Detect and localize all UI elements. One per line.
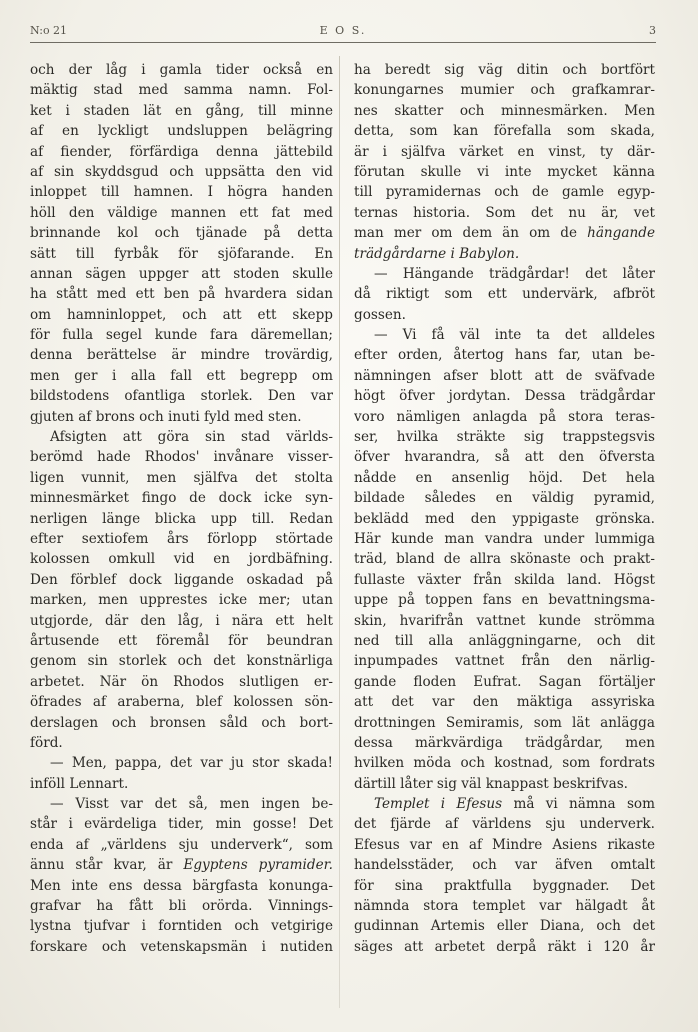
text-run: gande floden Eufrat. Sagan förtäljer — [354, 673, 655, 690]
italic-text-run: Egyptens pyramider. — [183, 857, 333, 874]
text-line — [30, 366, 333, 386]
text-line — [30, 142, 333, 162]
text-run: gjuten af brons och inuti fyld med sten. — [30, 408, 302, 425]
text-run: höll den väldige mannen ett fat med — [30, 204, 333, 221]
text-line — [354, 223, 655, 243]
text-run: detta, som kan förefalla som skada, — [354, 123, 655, 140]
text-line — [30, 325, 333, 345]
text-line — [30, 468, 333, 488]
text-run: därtill låter sig väl knappast beskrifvas. — [354, 775, 628, 792]
text-line — [30, 386, 333, 406]
text-line — [354, 916, 655, 936]
text-line — [354, 896, 655, 916]
text-run: Men inte ens dessa bärgfasta konunga- — [30, 877, 333, 894]
text-line — [354, 325, 655, 345]
text-line — [30, 529, 333, 549]
text-run: konungarnes mumier och grafkamrar- — [354, 82, 655, 99]
text-run: nerligen länge blicka upp till. Redan — [30, 510, 333, 527]
text-run: af sin skyddsgud och uppsätta den vid — [30, 163, 333, 180]
text-run: man mer om dem än om de — [354, 225, 588, 242]
text-run: skin, hvarifrån vattnet kunde strömma — [354, 612, 655, 629]
text-line — [30, 223, 333, 243]
text-run: bildstodens ofantliga storlek. Den var — [30, 388, 333, 405]
text-run: — Visst var det så, men ingen be- — [50, 796, 333, 813]
text-line — [354, 488, 655, 508]
italic-text-run: hängande — [587, 225, 655, 242]
text-line — [354, 142, 655, 162]
text-run: — Men, pappa, det var ju stor skada! — [50, 755, 333, 772]
text-run: till pyramidernas och de gamle egyp- — [354, 184, 655, 201]
text-run: enda af „världens sju underverk“, som — [30, 836, 333, 853]
text-run: af fiender, förfärdiga denna jättebild — [30, 143, 333, 160]
text-line — [30, 284, 333, 304]
text-line — [354, 631, 655, 651]
text-run: säges att arbetet derpå räkt i 120 år — [354, 938, 655, 955]
text-line — [30, 101, 333, 121]
text-run: efter sextiofem års förlopp störtade — [30, 530, 333, 547]
text-line — [30, 916, 333, 936]
text-line — [30, 631, 333, 651]
publication-title: E O S. — [319, 24, 367, 37]
text-line — [30, 305, 333, 325]
text-run: för sina praktfulla byggnader. Det — [354, 877, 655, 894]
text-line — [30, 509, 333, 529]
text-line — [354, 305, 655, 325]
text-run: träd, bland de allra skönaste och prakt- — [354, 551, 655, 568]
text-line — [354, 509, 655, 529]
text-run: ligen vunnit, men själfva det stolta — [30, 469, 333, 486]
text-run: denna berättelse är mindre trovärdig, — [30, 347, 333, 364]
text-line — [354, 101, 655, 121]
text-line — [354, 162, 655, 182]
text-line — [30, 876, 333, 896]
text-line — [30, 407, 333, 427]
text-line — [30, 774, 333, 794]
text-run: fullaste växter från skilda land. Högst — [354, 571, 655, 588]
text-line — [354, 590, 655, 610]
text-run: då riktigt som ett undervärk, afbröt — [354, 286, 655, 303]
text-line — [354, 611, 655, 631]
text-run: af en lyckligt undsluppen belägring — [30, 123, 333, 140]
text-line — [30, 264, 333, 284]
text-run: att det var den mäktiga assyriska — [354, 694, 655, 711]
text-line — [354, 651, 655, 671]
italic-text-run: Templet i Efesus — [374, 796, 503, 813]
text-line — [354, 876, 655, 896]
text-line — [30, 60, 333, 80]
page-header — [30, 18, 656, 43]
text-run: uppe på toppen fans en bevattningsma- — [354, 592, 655, 609]
text-line — [354, 366, 655, 386]
text-run: gudinnan Artemis eller Diana, och det — [354, 918, 655, 935]
text-line — [30, 182, 333, 202]
text-line — [30, 937, 333, 957]
text-line — [354, 264, 655, 284]
text-run: det fjärde af världens sju underverk. — [354, 816, 655, 833]
text-line — [354, 937, 655, 957]
text-line — [30, 814, 333, 834]
text-run: berömd hade Rhodos' invånare visser- — [30, 449, 333, 466]
text-line — [30, 590, 333, 610]
text-run: förutan skulle vi inte mycket känna — [354, 163, 655, 180]
text-run: efter orden, återtog hans far, utan be- — [354, 347, 655, 364]
text-run: annan sägen uppger att stoden skulle — [30, 265, 333, 282]
text-run: lystna tjufvar i forntiden och vetgirige — [30, 918, 333, 935]
text-run: sätt till fyrbåk för sjöfarande. En — [30, 245, 333, 262]
text-run: arbetet. När ön Rhodos slutligen er- — [30, 673, 333, 690]
text-run: voro nämligen anlagda på stora teras- — [354, 408, 655, 425]
text-line — [354, 427, 655, 447]
text-line — [354, 203, 655, 223]
text-run: marken, men upprestes icke mer; utan — [30, 592, 333, 609]
text-run: ned till alla anläggningarne, och dit — [354, 632, 655, 649]
text-run: Den förblef dock liggande oskadad på — [30, 571, 333, 588]
text-run: forskare och vetenskapsmän i nutiden — [30, 938, 333, 955]
text-line — [354, 121, 655, 141]
text-line — [354, 386, 655, 406]
italic-text-run: trädgårdarne i Babylon. — [354, 245, 520, 262]
text-run: ser, hvilka sträkte sig trappstegsvis — [354, 429, 655, 446]
text-line — [354, 855, 655, 875]
text-line — [354, 468, 655, 488]
text-run: står i evärdeliga tider, min gosse! Det — [30, 816, 333, 833]
text-line — [30, 80, 333, 100]
text-run: minnesmärket fingo de dock icke syn- — [30, 490, 333, 507]
text-line — [30, 162, 333, 182]
text-run: ha beredt sig väg ditin och bortfört — [354, 62, 655, 78]
text-line — [354, 529, 655, 549]
text-run: ännu står kvar, är — [30, 857, 184, 874]
text-run: gossen. — [354, 306, 406, 323]
text-line — [354, 794, 655, 814]
text-line — [354, 753, 655, 773]
text-line — [354, 733, 655, 753]
text-line — [30, 692, 333, 712]
text-run: brinnande kol och tjänade på detta — [30, 225, 333, 242]
text-run: årtusende ett föremål för beundran — [30, 632, 333, 649]
page-number: 3 — [649, 24, 656, 37]
text-line — [354, 182, 655, 202]
text-run: och der låg i gamla tider också en — [30, 62, 333, 78]
text-line — [30, 570, 333, 590]
column-divider — [339, 56, 340, 1008]
text-line — [30, 488, 333, 508]
text-line — [30, 713, 333, 733]
text-line — [354, 814, 655, 834]
text-run: dessa märkvärdiga trädgårdar, men — [354, 734, 655, 751]
text-line — [30, 427, 333, 447]
text-run: bildade således en väldig pyramid, — [354, 490, 655, 507]
text-line — [30, 651, 333, 671]
text-run: men ger i alla fall ett begrepp om — [30, 367, 333, 384]
text-run: handelsstäder, och var äfven omtalt — [354, 857, 655, 874]
text-run: utgjorde, där den låg, i nära ett helt — [30, 612, 333, 629]
text-run: öfver hvarandra, så att den öfversta — [354, 449, 655, 466]
left-text-column — [30, 60, 333, 957]
text-line — [354, 835, 655, 855]
text-run: — Vi få väl inte ta det alldeles — [374, 327, 655, 344]
text-run: är i själfva värket en vinst, ty där- — [354, 143, 655, 160]
text-line — [30, 244, 333, 264]
text-run: för fulla segel kunde fara däremellan; — [30, 327, 333, 344]
text-run: ket i staden lät en gång, till minne — [30, 102, 333, 119]
text-line — [30, 896, 333, 916]
text-line — [30, 345, 333, 365]
text-line — [354, 345, 655, 365]
text-run: ha stått med ett ben på hvardera sidan — [30, 286, 333, 303]
text-run: kolossen omkull vid en jordbäfning. — [30, 551, 333, 568]
text-run: genom sin storlek och det konstnärliga — [30, 653, 333, 670]
text-run: inföll Lennart. — [30, 775, 129, 792]
text-line — [354, 672, 655, 692]
text-run: öfrades af araberna, blef kolossen sön- — [30, 694, 333, 711]
text-run: drottningen Semiramis, som lät anlägga — [354, 714, 655, 731]
text-run: ternas historia. Som det nu är, vet — [354, 204, 655, 221]
text-line — [30, 203, 333, 223]
text-run: inloppet till hamnen. I högra handen — [30, 184, 333, 201]
text-run: Här kunde man vandra under lummiga — [354, 530, 655, 547]
text-line — [354, 80, 655, 100]
text-line — [354, 284, 655, 304]
text-line — [354, 407, 655, 427]
text-run: nes skatter och minnesmärken. Men — [354, 102, 655, 119]
text-line — [30, 794, 333, 814]
text-line — [354, 774, 655, 794]
text-line — [354, 713, 655, 733]
text-line — [30, 855, 333, 875]
text-run: Efesus var en af Mindre Asiens rikaste — [354, 836, 655, 853]
text-line — [354, 549, 655, 569]
text-run: nämningen afser blott att de sväfvade — [354, 367, 655, 384]
text-run: inpumpades vattnet från den närlig- — [354, 653, 655, 670]
text-run: — Hängande trädgårdar! det låter — [374, 265, 655, 282]
text-run: nådde en ansenlig höjd. Det hela — [354, 469, 655, 486]
text-run: grafvar ha fått bli orörda. Vinnings- — [30, 898, 333, 915]
text-run: beklädd med den yppigaste grönska. — [354, 510, 655, 527]
text-run: derslagen och bronsen såld och bort- — [30, 714, 333, 731]
right-text-column — [354, 60, 655, 957]
text-line — [30, 121, 333, 141]
text-run: högt öfver jordytan. Dessa trädgårdar — [354, 388, 655, 405]
text-run: om hamninloppet, och att ett skepp — [30, 306, 333, 323]
text-line — [30, 672, 333, 692]
text-line — [354, 60, 655, 80]
text-run: mäktig stad med samma namn. Fol- — [30, 82, 333, 99]
text-line — [30, 733, 333, 753]
text-run: nämnda stora templet var hälgadt åt — [354, 898, 655, 915]
issue-number: N:o 21 — [30, 24, 68, 37]
text-line — [30, 753, 333, 773]
text-run: hvilken möda och kostnad, som fordrats — [354, 755, 655, 772]
text-line — [354, 244, 655, 264]
text-run: förd. — [30, 734, 63, 751]
text-line — [30, 835, 333, 855]
text-line — [30, 549, 333, 569]
text-line — [354, 447, 655, 467]
text-line — [354, 692, 655, 712]
text-run: Afsigten att göra sin stad världs- — [50, 429, 333, 446]
text-line — [30, 611, 333, 631]
text-run: må vi nämna som — [502, 796, 655, 813]
text-line — [354, 570, 655, 590]
text-line — [30, 447, 333, 467]
